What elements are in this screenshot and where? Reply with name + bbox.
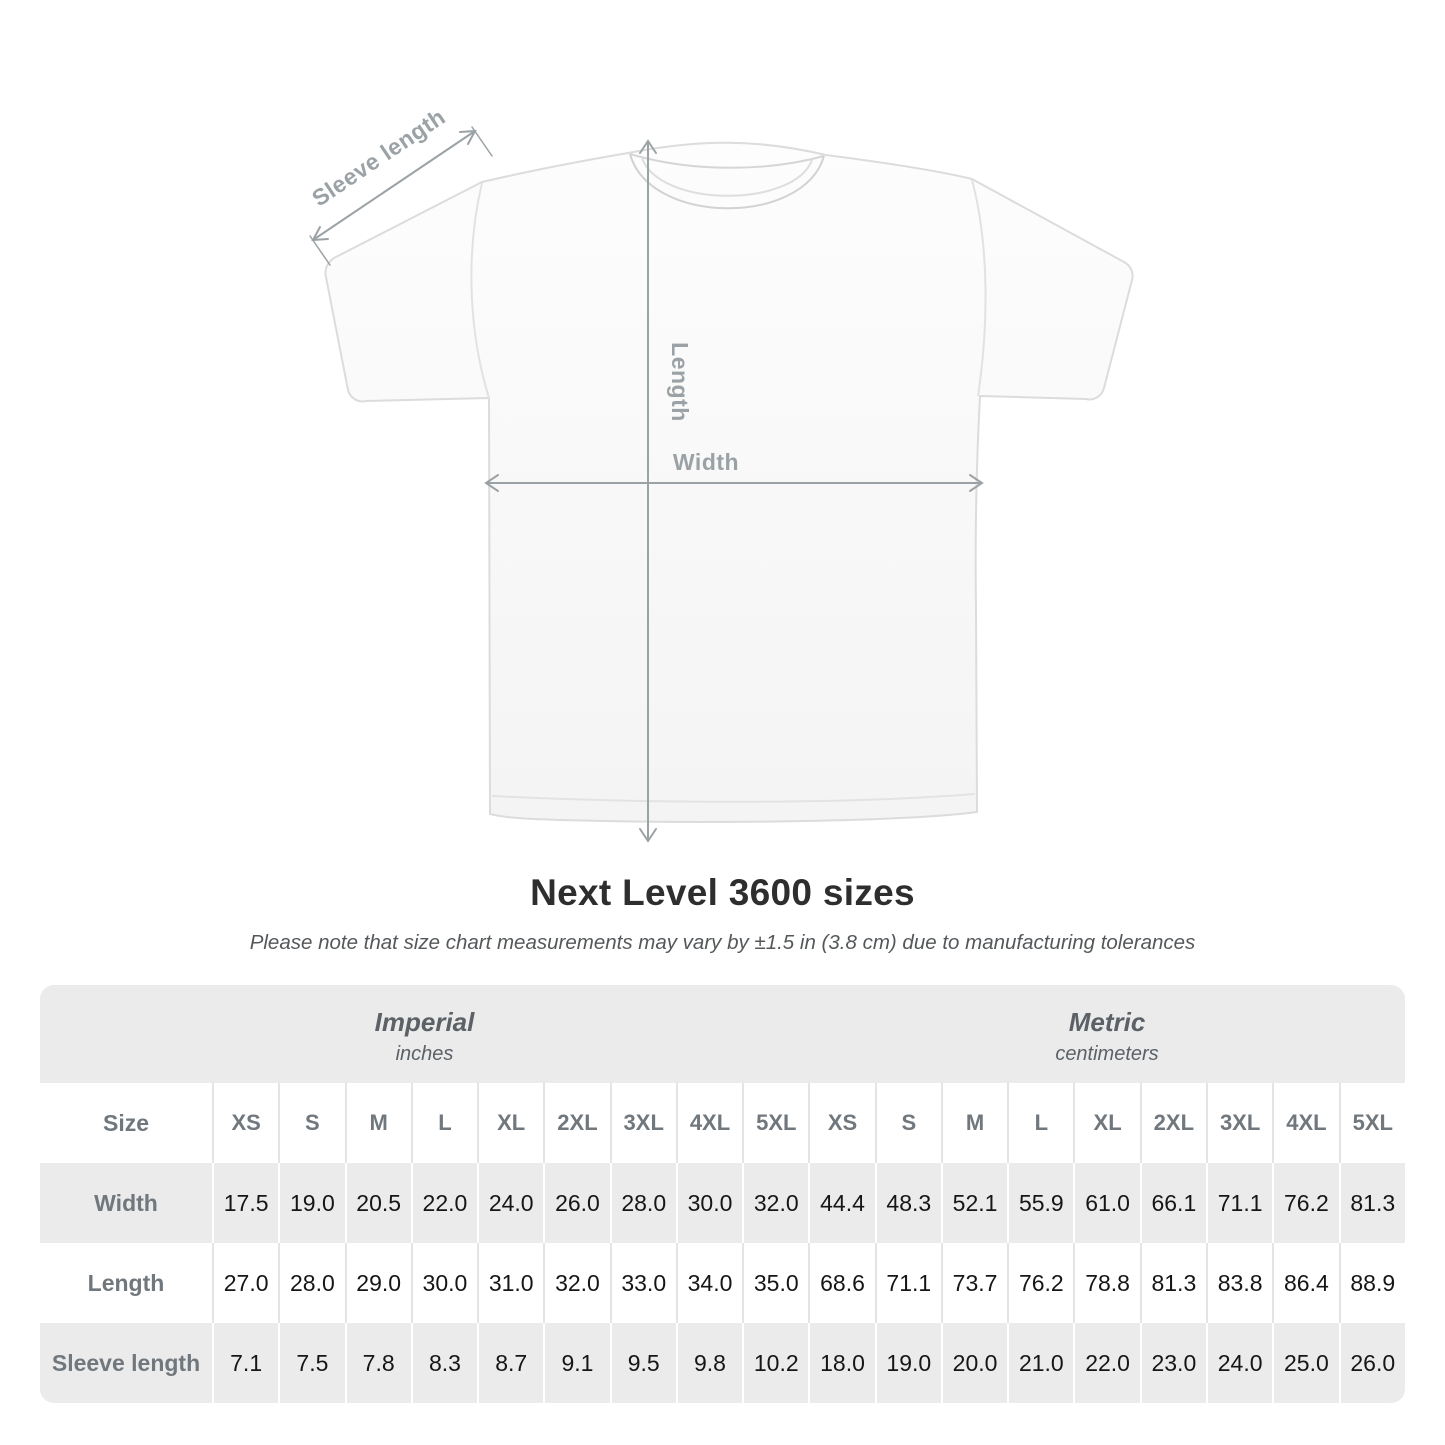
width-value: 61.0	[1073, 1163, 1139, 1243]
length-value: 88.9	[1339, 1243, 1405, 1323]
width-value: 66.1	[1140, 1163, 1206, 1243]
row-label-sleeve-length: Sleeve length	[40, 1323, 212, 1403]
width-value: 20.5	[345, 1163, 411, 1243]
size-col-header: XS	[212, 1083, 278, 1163]
sleeve-value: 26.0	[1339, 1323, 1405, 1403]
size-col-header: 3XL	[1206, 1083, 1272, 1163]
unit-header-band	[40, 985, 1405, 1083]
width-label: Width	[672, 449, 740, 475]
metric-section-header	[809, 985, 1405, 1083]
length-value: 30.0	[411, 1243, 477, 1323]
sleeve-value: 9.5	[610, 1323, 676, 1403]
length-value: 71.1	[875, 1243, 941, 1323]
metric-title: Metric	[1068, 1006, 1146, 1037]
width-value: 76.2	[1272, 1163, 1338, 1243]
width-value: 22.0	[411, 1163, 477, 1243]
size-col-header: 5XL	[1339, 1083, 1405, 1163]
imperial-title: Imperial	[374, 1006, 475, 1037]
length-value: 86.4	[1272, 1243, 1338, 1323]
row-label-width: Width	[40, 1163, 212, 1243]
tshirt-measurement-diagram	[280, 90, 1160, 880]
sleeve-value: 23.0	[1140, 1323, 1206, 1403]
sleeve-value: 10.2	[742, 1323, 808, 1403]
sleeve-value: 8.7	[477, 1323, 543, 1403]
length-value: 73.7	[941, 1243, 1007, 1323]
width-value: 28.0	[610, 1163, 676, 1243]
imperial-section-header	[40, 985, 809, 1083]
size-col-header: 4XL	[1272, 1083, 1338, 1163]
sleeve-value: 20.0	[941, 1323, 1007, 1403]
sleeve-value: 18.0	[808, 1323, 874, 1403]
length-value: 68.6	[808, 1243, 874, 1323]
size-col-header: 2XL	[1140, 1083, 1206, 1163]
length-value: 33.0	[610, 1243, 676, 1323]
sleeve-value: 7.1	[212, 1323, 278, 1403]
size-col-header: L	[411, 1083, 477, 1163]
width-value: 17.5	[212, 1163, 278, 1243]
length-value: 28.0	[278, 1243, 344, 1323]
sleeve-value: 21.0	[1007, 1323, 1073, 1403]
length-value: 34.0	[676, 1243, 742, 1323]
width-value: 24.0	[477, 1163, 543, 1243]
width-value: 44.4	[808, 1163, 874, 1243]
width-value: 52.1	[941, 1163, 1007, 1243]
size-col-header: XL	[477, 1083, 543, 1163]
tolerance-note: Please note that size chart measurements may vary by ±1.5 in (3.8 cm) due to manufacturing tolerances	[249, 931, 1196, 954]
width-value: 55.9	[1007, 1163, 1073, 1243]
length-value: 81.3	[1140, 1243, 1206, 1323]
size-col-header: S	[875, 1083, 941, 1163]
size-col-header: 3XL	[610, 1083, 676, 1163]
length-value: 83.8	[1206, 1243, 1272, 1323]
size-header-row	[40, 1083, 1405, 1163]
sleeve-value: 25.0	[1272, 1323, 1338, 1403]
length-value: 27.0	[212, 1243, 278, 1323]
size-col-header: S	[278, 1083, 344, 1163]
width-value: 32.0	[742, 1163, 808, 1243]
sleeve-value: 9.1	[543, 1323, 609, 1403]
sleeve-value: 24.0	[1206, 1323, 1272, 1403]
row-label-length: Length	[40, 1243, 212, 1323]
length-value: 29.0	[345, 1243, 411, 1323]
sleeve-value: 8.3	[411, 1323, 477, 1403]
size-col-header: XS	[808, 1083, 874, 1163]
page-title: Next Level 3600 sizes	[530, 872, 915, 913]
size-col-header: 5XL	[742, 1083, 808, 1163]
sleeve-length-label: Sleeve length	[307, 103, 450, 212]
sleeve-value: 7.8	[345, 1323, 411, 1403]
size-chart	[40, 985, 1405, 1403]
sleeve-value: 9.8	[676, 1323, 742, 1403]
length-value: 76.2	[1007, 1243, 1073, 1323]
sleeve-value: 19.0	[875, 1323, 941, 1403]
width-value: 26.0	[543, 1163, 609, 1243]
size-col-header: 4XL	[676, 1083, 742, 1163]
length-label: Length	[667, 342, 693, 422]
metric-unit: centimeters	[1055, 1042, 1159, 1065]
sleeve-length-row	[40, 1323, 1405, 1403]
size-col-header: M	[345, 1083, 411, 1163]
width-value: 19.0	[278, 1163, 344, 1243]
width-row	[40, 1163, 1405, 1243]
length-value: 35.0	[742, 1243, 808, 1323]
width-value: 48.3	[875, 1163, 941, 1243]
size-table	[40, 1083, 1405, 1403]
length-row	[40, 1243, 1405, 1323]
width-value: 81.3	[1339, 1163, 1405, 1243]
size-col-header: 2XL	[543, 1083, 609, 1163]
length-value: 32.0	[543, 1243, 609, 1323]
width-value: 71.1	[1206, 1163, 1272, 1243]
size-col-header: XL	[1073, 1083, 1139, 1163]
size-col-header: M	[941, 1083, 1007, 1163]
imperial-unit: inches	[395, 1042, 454, 1065]
width-value: 30.0	[676, 1163, 742, 1243]
sleeve-value: 7.5	[278, 1323, 344, 1403]
size-col-header: L	[1007, 1083, 1073, 1163]
length-value: 31.0	[477, 1243, 543, 1323]
row-header-size: Size	[40, 1083, 212, 1163]
length-value: 78.8	[1073, 1243, 1139, 1323]
sleeve-value: 22.0	[1073, 1323, 1139, 1403]
